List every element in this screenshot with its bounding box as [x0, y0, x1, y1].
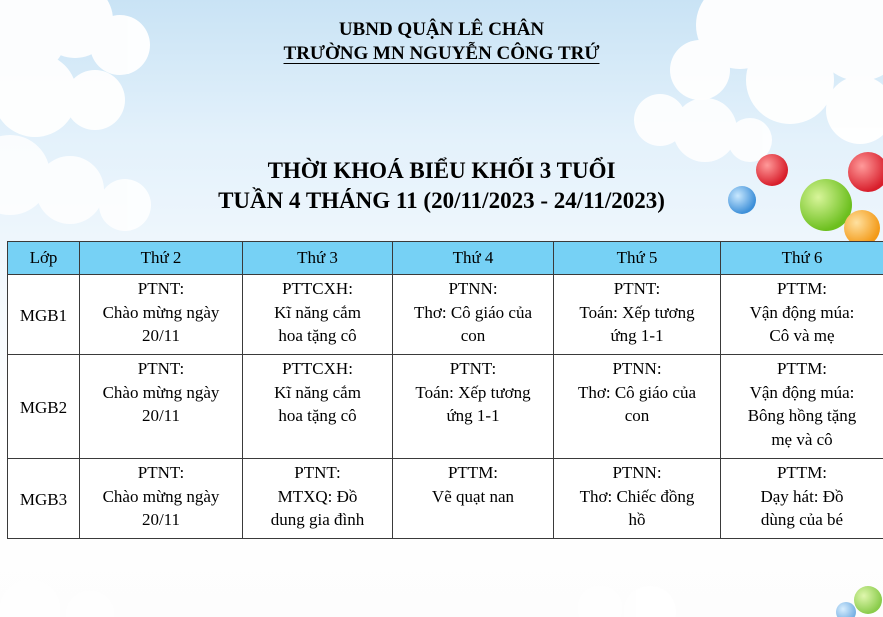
cell-line: PTNN:	[448, 279, 498, 298]
cell-line: mẹ và cô	[771, 429, 833, 449]
cell-line: Cô và mẹ	[769, 326, 835, 345]
table-row	[8, 355, 883, 459]
schedule-cell	[243, 459, 393, 539]
cell-line: PTNT:	[449, 359, 497, 378]
cell-line: Thơ: Chiếc đồng	[579, 486, 695, 506]
table-row	[8, 459, 883, 539]
cell-line: Bông hồng tặng	[747, 406, 857, 425]
schedule-table	[7, 241, 883, 539]
school-name: TRƯỜNG MN NGUYỄN CÔNG TRỨ	[283, 43, 600, 64]
cell-line: hồ	[628, 510, 646, 529]
cell-line: PTTM:	[447, 463, 499, 482]
org-name: UBND QUẬN LÊ CHÂN	[338, 19, 545, 40]
cell-line: PTNT:	[294, 463, 341, 482]
column-header: Thứ 2	[80, 242, 243, 275]
column-header: Thứ 5	[554, 242, 721, 275]
cell-line: Vận động múa:	[749, 302, 855, 322]
school-name-wrap	[0, 42, 883, 66]
schedule-cell	[393, 275, 554, 355]
cell-line: Vận động múa:	[749, 382, 855, 402]
cell-line: PTNN:	[612, 463, 662, 482]
schedule-cell	[393, 459, 554, 539]
cell-line: MTXQ: Đồ	[277, 486, 358, 506]
cell-line: PTTCXH:	[282, 279, 353, 298]
cell-line: PTTM:	[776, 279, 828, 298]
schedule-cell	[554, 355, 721, 459]
schedule-cell	[721, 275, 883, 355]
cell-line: PTTCXH:	[282, 359, 353, 378]
column-header: Thứ 3	[243, 242, 393, 275]
schedule-cell	[80, 459, 243, 539]
schedule-cell	[243, 275, 393, 355]
cell-line: Chào mừng ngày	[102, 302, 220, 322]
class-cell: MGB2	[8, 355, 80, 459]
schedule-cell	[554, 459, 721, 539]
schedule-cell	[721, 355, 883, 459]
cell-line: PTNT:	[137, 279, 185, 298]
cell-line: con	[460, 326, 486, 345]
column-header: Thứ 4	[393, 242, 554, 275]
cell-line: 20/11	[141, 510, 181, 529]
cell-line: hoa tặng cô	[278, 326, 357, 345]
cell-line: dùng của bé	[760, 510, 844, 529]
cell-line: Kĩ năng cắm	[274, 382, 361, 402]
schedule-cell	[554, 275, 721, 355]
schedule-cell	[721, 459, 883, 539]
cell-line: dung gia đình	[270, 510, 365, 529]
cell-line: PTNT:	[137, 463, 185, 482]
schedule-cell	[243, 355, 393, 459]
cell-line: PTNT:	[613, 279, 661, 298]
cell-line: hoa tặng cô	[278, 406, 357, 425]
cell-line: Chào mừng ngày	[102, 382, 220, 402]
class-cell: MGB3	[8, 459, 80, 539]
cell-line: Chào mừng ngày	[102, 486, 220, 506]
column-header: Lớp	[8, 242, 80, 275]
cell-line: Thơ: Cô giáo của	[413, 302, 533, 322]
cell-line: PTNN:	[612, 359, 662, 378]
cell-line: Vẽ quạt nan	[431, 486, 515, 506]
schedule-cell	[393, 355, 554, 459]
cell-line: Kĩ năng cắm	[274, 302, 361, 322]
column-header: Thứ 6	[721, 242, 883, 275]
cell-line: Toán: Xếp tương	[415, 382, 531, 402]
cell-line: 20/11	[141, 326, 181, 345]
schedule-cell	[80, 275, 243, 355]
cell-line: ứng 1-1	[446, 406, 500, 425]
cell-line: PTNT:	[137, 359, 185, 378]
cell-line: Toán: Xếp tương	[579, 302, 695, 322]
cell-line: con	[624, 406, 650, 425]
cell-line: ứng 1-1	[610, 326, 664, 345]
cell-line: 20/11	[141, 406, 181, 425]
page-title: THỜI KHOÁ BIỂU KHỐI 3 TUỔI	[267, 158, 616, 183]
cell-line: PTTM:	[776, 463, 828, 482]
cell-line: Dạy hát: Đồ	[760, 486, 844, 506]
schedule-cell	[80, 355, 243, 459]
class-cell: MGB1	[8, 275, 80, 355]
table-header-row	[8, 242, 883, 275]
cell-line: PTTM:	[776, 359, 828, 378]
cell-line: Thơ: Cô giáo của	[577, 382, 697, 402]
table-row	[8, 275, 883, 355]
page-subtitle: TUẦN 4 THÁNG 11 (20/11/2023 - 24/11/2023)	[218, 188, 665, 213]
